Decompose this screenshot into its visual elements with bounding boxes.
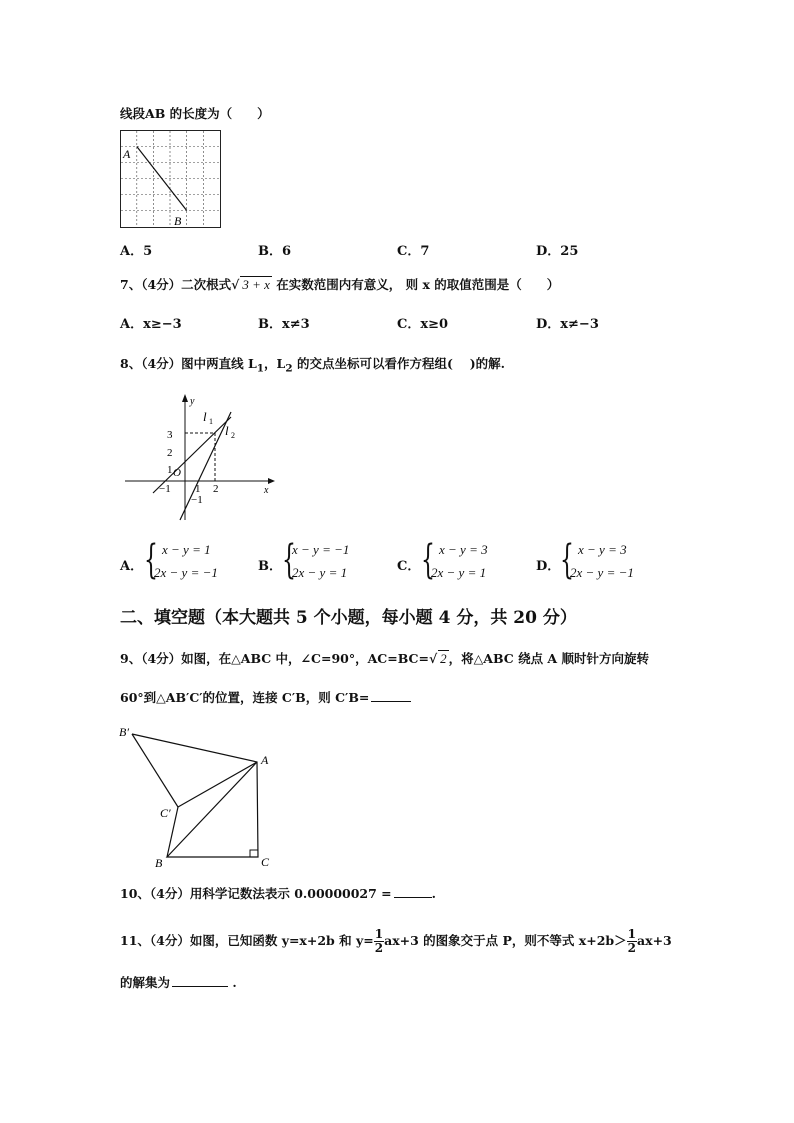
- q11-answer-blank[interactable]: [172, 985, 228, 987]
- q8-option-d[interactable]: D． { x − y = 3 2x − y = −1: [536, 537, 634, 583]
- q6-option-b[interactable]: B．6: [258, 244, 292, 259]
- l2-label: l: [225, 423, 229, 438]
- fig-c-prime: C′: [160, 806, 171, 820]
- tick-y2: 2: [167, 447, 173, 459]
- q11-stem-line1: 11、（4分）如图，已知函数 y=x+2b 和 y= $\frac{1}{2}$ ax+3 的图象交于点 P，则不等式 x+2b＞ $\frac{1}{2}$ ax+3: [120, 927, 672, 955]
- tick-y1: 1: [167, 464, 173, 476]
- q7-option-b[interactable]: B．x≠3: [258, 317, 310, 332]
- q6-option-d[interactable]: D．25: [536, 244, 579, 259]
- q7-option-a[interactable]: A．x≥−3: [120, 317, 182, 332]
- fig-b: B: [155, 856, 163, 870]
- q8-stem: 8、（4分）图中两直线 $L_1$，$L_2$ 的交点坐标可以看作方程组( )的解.: [120, 356, 505, 375]
- origin-label: O: [173, 467, 181, 479]
- line-l1: [180, 412, 231, 520]
- q9-triangle-figure: [118, 720, 278, 872]
- fraction-half: $\frac{1}{2}$: [374, 927, 384, 955]
- q6-label-b: B: [174, 214, 182, 228]
- q9-stem-line1: 9、（4分）如图，在△ABC 中，∠C=90°，AC=BC=√ 2 ，将△ABC 绕点 A 顺时针方向旋转: [120, 651, 649, 666]
- x-axis-label: x: [264, 485, 269, 496]
- fig-a: A: [261, 753, 269, 767]
- line-l2: [153, 417, 231, 493]
- q8-option-a[interactable]: A． { x − y = 1 2x − y = −1: [120, 537, 218, 583]
- q6-option-c[interactable]: C．7: [397, 244, 430, 259]
- q9-answer-blank[interactable]: [371, 700, 411, 702]
- l2-sub: 2: [231, 431, 235, 440]
- l1-label: l: [203, 409, 207, 424]
- y-axis-label: y: [190, 396, 195, 407]
- q8-line-graph: [125, 392, 280, 524]
- q10-answer-blank[interactable]: [394, 896, 432, 898]
- q8-option-b[interactable]: B． { x − y = −1 2x − y = 1: [258, 537, 350, 583]
- q7-stem: 7、（4分）二次根式√ 3 + x 在实数范围内有意义， 则 x 的取值范围是（ ）: [120, 277, 560, 292]
- q9-stem-line2: 60°到△AB′C′的位置，连接 C′B，则 C′B=: [120, 688, 411, 706]
- tick-x2: 2: [213, 483, 219, 495]
- tick-ym1: −1: [191, 494, 203, 506]
- fraction-half-2: $\frac{1}{2}$: [627, 927, 637, 955]
- q8-option-c[interactable]: C． { x − y = 3 2x − y = 1: [397, 537, 488, 583]
- q6-grid-figure: [120, 130, 222, 230]
- fig-c: C: [261, 855, 270, 869]
- q7-radicand: 3 + x: [242, 277, 270, 292]
- q7-option-c[interactable]: C．x≥0: [397, 317, 449, 332]
- q6-stem: 线段AB 的长度为（ ）: [120, 106, 270, 121]
- q6-option-a[interactable]: A．5: [120, 244, 153, 259]
- fig-b-prime: B′: [119, 725, 129, 739]
- q7-option-d[interactable]: D．x≠−3: [536, 317, 599, 332]
- section-2-heading: 二、填空题（本大题共 5 个小题，每小题 4 分，共 20 分）: [120, 608, 577, 628]
- tick-y3: 3: [167, 429, 173, 441]
- tick-x1: 1: [195, 483, 201, 495]
- l1-sub: 1: [209, 417, 213, 426]
- q11-stem-line2: 的解集为 .: [120, 975, 237, 990]
- tick-xm1: −1: [159, 483, 171, 495]
- q10-stem: 10、（4分）用科学记数法表示 0.00000027 = .: [120, 886, 437, 901]
- q6-label-a: A: [123, 147, 131, 161]
